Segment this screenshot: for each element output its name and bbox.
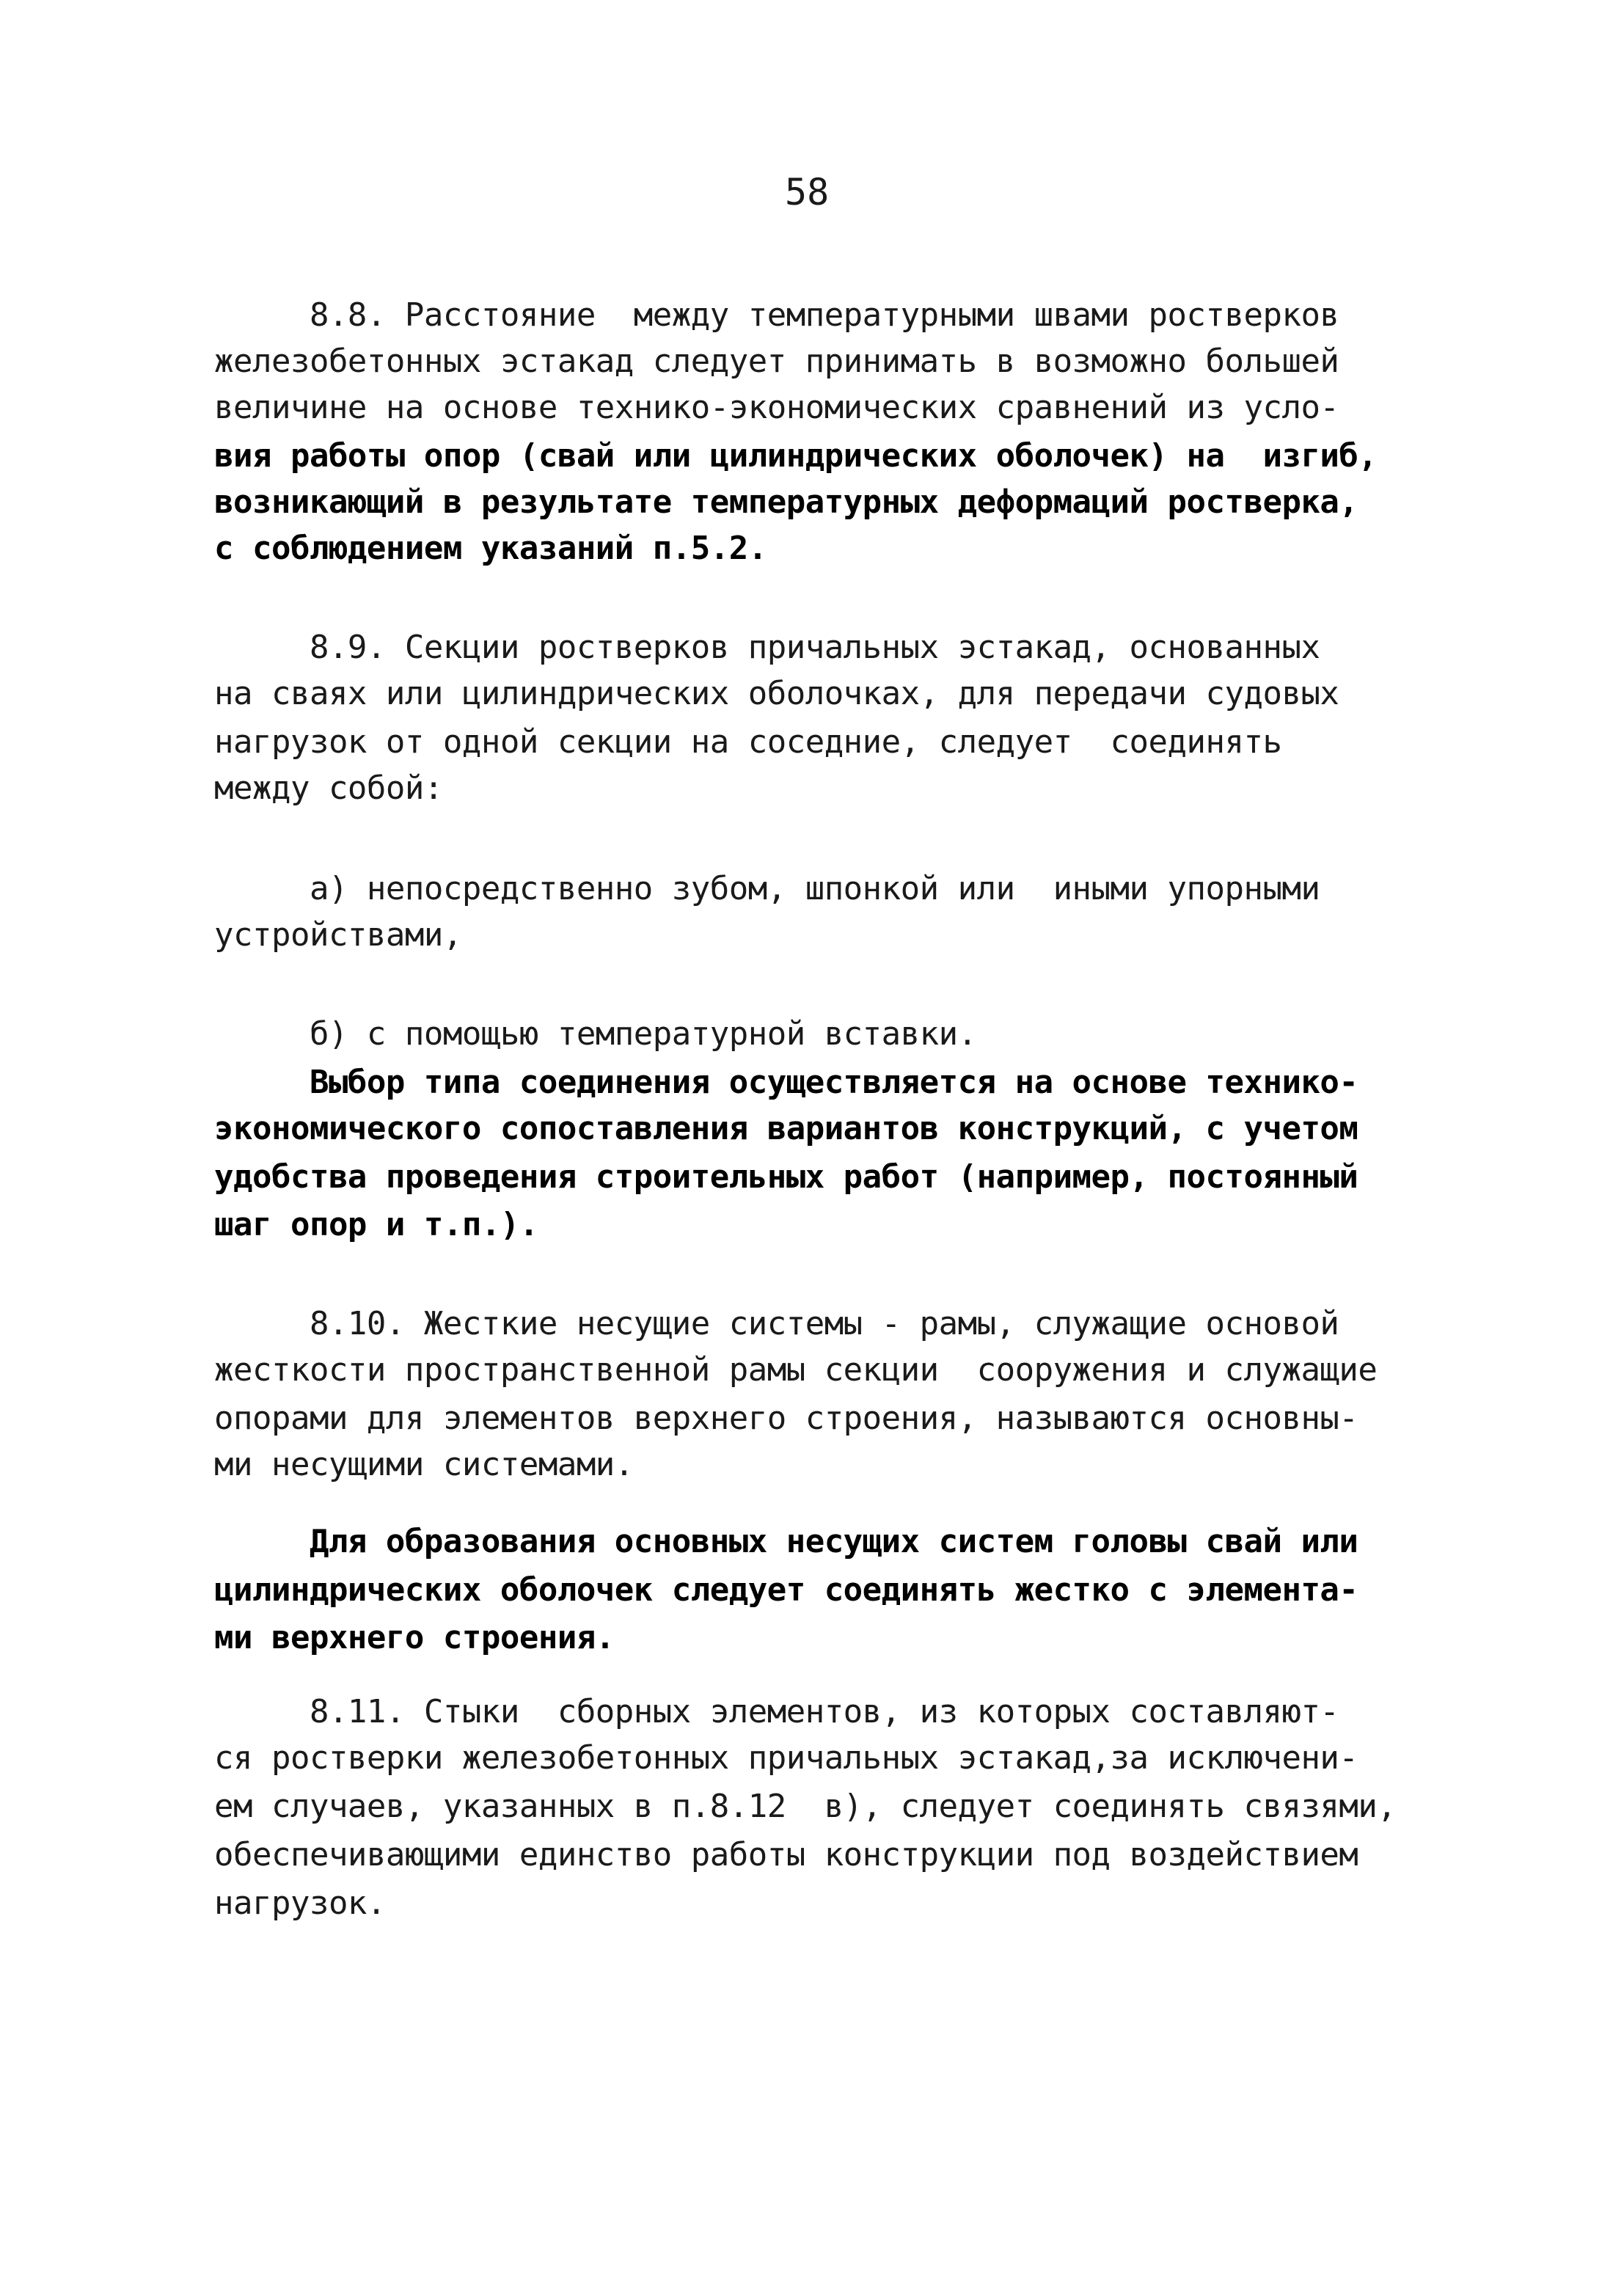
- text-line: жесткости пространственной рамы секции сооружения и служащие: [214, 1351, 1378, 1389]
- text-line: опорами для элементов верхнего строения, называются основны-: [214, 1400, 1358, 1437]
- text-line: ем случаев, указанных в п.8.12 в), следует соединять связями,: [214, 1788, 1397, 1825]
- text-line: Для образования основных несущих систем головы свай или: [214, 1523, 1358, 1560]
- text-line: устройствами,: [214, 916, 462, 954]
- text-line: удобства проведения строительных работ (например, постоянный: [214, 1158, 1358, 1196]
- text-line: ся ростверки железобетонных причальных эстакад,за исключени-: [214, 1739, 1358, 1777]
- text-line: ми верхнего строения.: [214, 1619, 615, 1656]
- text-line: б) с помощью температурной вставки.: [214, 1015, 977, 1053]
- text-line: с соблюдением указаний п.5.2.: [214, 530, 767, 567]
- text-line: Выбор типа соединения осуществляется на основе технико-: [214, 1064, 1358, 1101]
- page-number: 58: [785, 171, 830, 213]
- text-line: обеспечивающими единство работы конструкции под воздействием: [214, 1836, 1358, 1873]
- text-line: 8.11. Стыки сборных элементов, из которых составляют-: [214, 1693, 1339, 1730]
- text-line: нагрузок.: [214, 1884, 386, 1922]
- text-line: на сваях или цилиндрических оболочках, для передачи судовых: [214, 675, 1339, 712]
- text-line: между собой:: [214, 769, 443, 807]
- text-line: нагрузок от одной секции на соседние, следует соединять: [214, 723, 1282, 761]
- text-line: возникающий в результате температурных деформаций ростверка,: [214, 483, 1358, 521]
- text-line: 8.9. Секции ростверков причальных эстакад, основанных: [214, 629, 1320, 666]
- text-line: цилиндрических оболочек следует соединять жестко с элемента-: [214, 1571, 1358, 1609]
- text-line: 8.10. Жесткие несущие системы - рамы, служащие основой: [214, 1305, 1339, 1342]
- text-line: шаг опор и т.п.).: [214, 1206, 538, 1243]
- text-line: экономического сопоставления вариантов конструкций, с учетом: [214, 1110, 1358, 1147]
- text-line: 8.8. Расстояние между температурными швами ростверков: [214, 296, 1339, 334]
- text-line: а) непосредственно зубом, шпонкой или иными упорными: [214, 870, 1320, 907]
- text-line: вия работы опор (свай или цилиндрических оболочек) на изгиб,: [214, 437, 1378, 475]
- text-line: величине на основе технико-экономических сравнений из усло-: [214, 389, 1339, 426]
- text-line: ми несущими системами.: [214, 1446, 634, 1483]
- text-line: железобетонных эстакад следует принимать в возможно большей: [214, 343, 1339, 380]
